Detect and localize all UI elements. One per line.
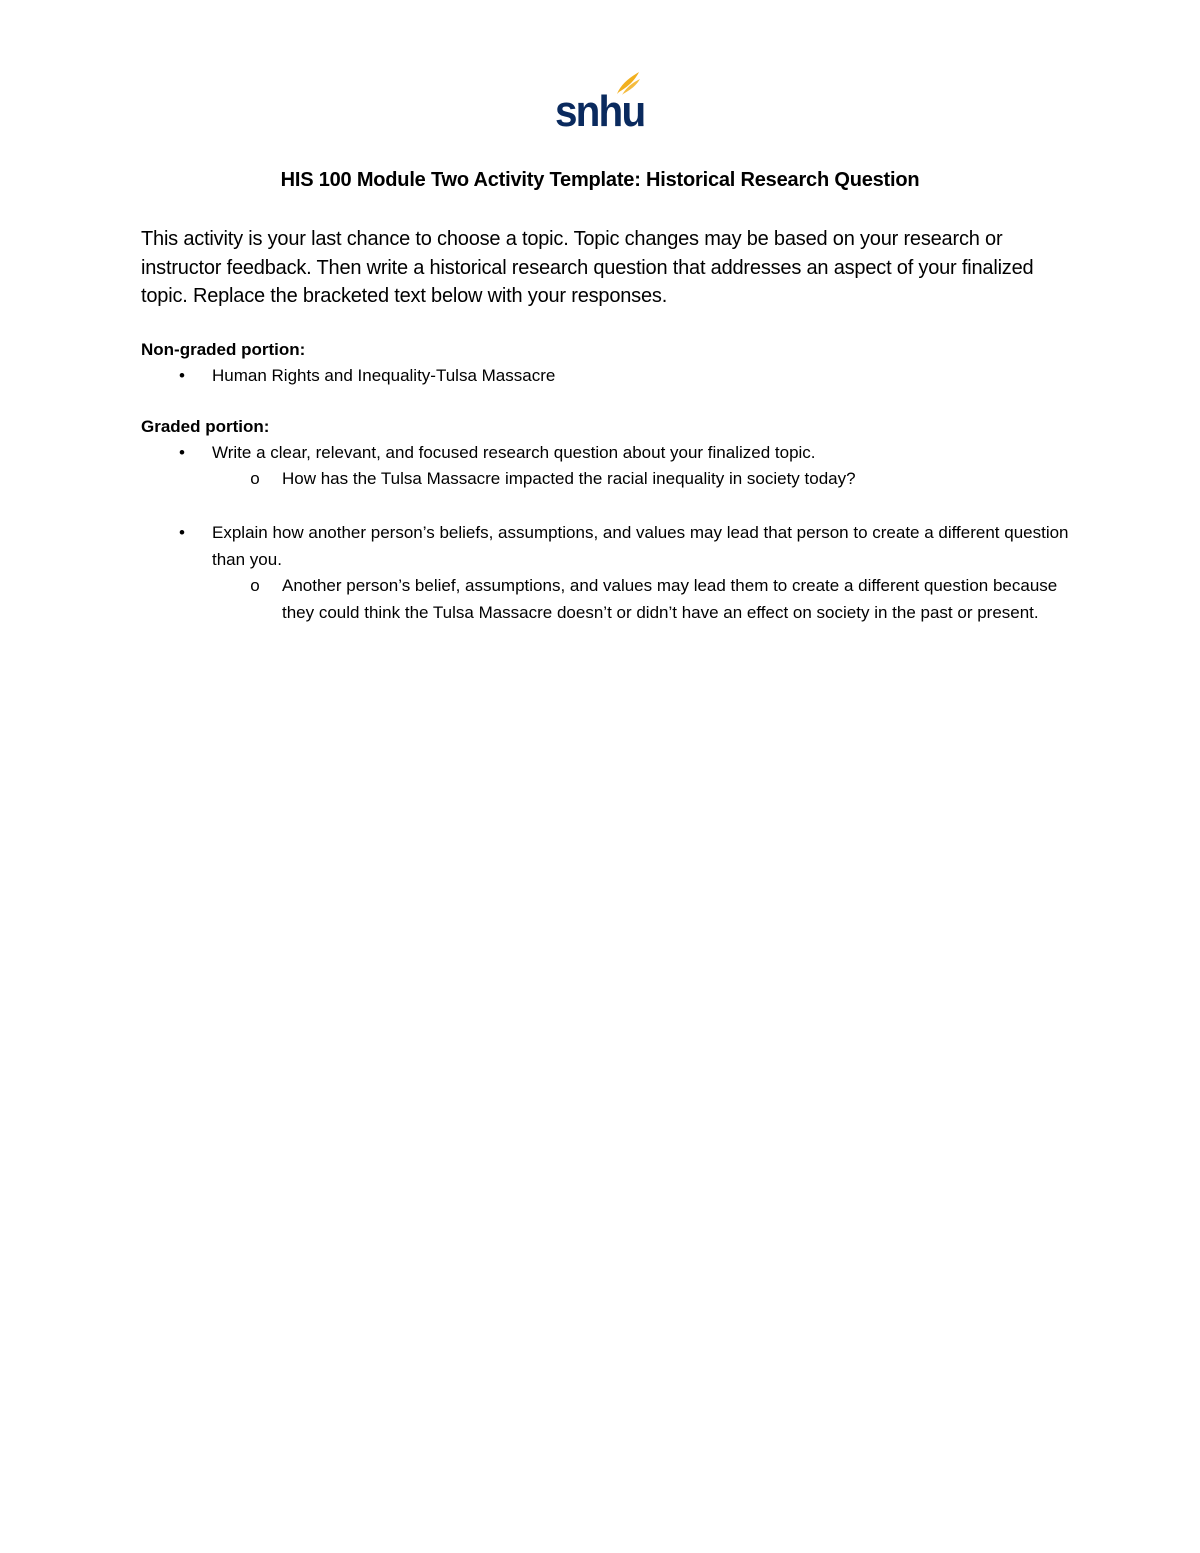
intro-paragraph: This activity is your last chance to choose a topic. Topic changes may be based on your research or instructor feedback. Then write a historical research question that addresses an aspect of your finalized topic. Replace the bracketed text below with your responses.: [141, 228, 1034, 307]
non-graded-label: Non-graded portion:: [141, 340, 306, 359]
sub-list-item-text: Another person’s belief, assumptions, and values may lead them to create a different question because they could think the Tulsa Massacre doesn’t or didn’t have an effect on society in the past or present.: [282, 576, 1058, 622]
sub-list-item-text: How has the Tulsa Massacre impacted the racial inequality in society today?: [282, 469, 856, 488]
circle-bullet-icon: o: [250, 576, 260, 595]
graded-label: Graded portion:: [141, 417, 270, 436]
bullet-icon: •: [179, 366, 185, 385]
list-item-text: Explain how another person’s beliefs, assumptions, and values may lead that person to create a different question than you.: [212, 523, 1069, 569]
circle-bullet-icon: o: [250, 469, 260, 488]
bullet-icon: •: [179, 523, 185, 542]
list-item-text: Write a clear, relevant, and focused research question about your finalized topic.: [212, 443, 816, 462]
logo-wordmark: snhu: [555, 87, 645, 136]
list-item-text: Human Rights and Inequality-Tulsa Massacre: [212, 366, 556, 385]
snhu-logo: [555, 70, 645, 136]
document-title: HIS 100 Module Two Activity Template: Historical Research Question: [280, 169, 920, 191]
bullet-icon: •: [179, 443, 185, 462]
